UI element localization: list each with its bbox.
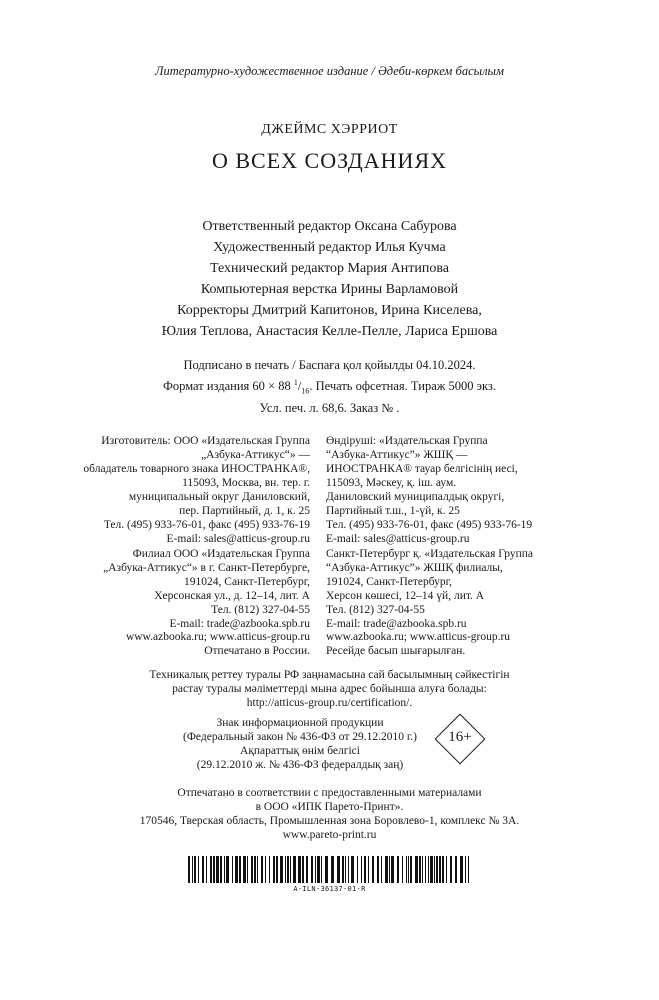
barcode-bar (368, 856, 369, 883)
barcode-bar (391, 856, 394, 883)
manufacturer-kz (326, 434, 616, 546)
barcode-bar (439, 856, 441, 883)
branch-ru-line: 191024, Санкт-Петербург, (184, 576, 310, 588)
tech-line: http://atticus-group.ru/certification/. (246, 697, 413, 709)
manufacturer-ru-line: E-mail: sales@atticus-group.ru (166, 533, 310, 545)
barcode-bar (202, 856, 204, 883)
branch-kz-line: Санкт-Петербург қ. «Издательская Группа (326, 548, 533, 560)
barcode-bar (442, 856, 444, 883)
barcode-bar (239, 856, 241, 883)
format-denominator: 16 (301, 386, 310, 396)
barcode-bar (213, 856, 215, 883)
barcode-bar (425, 856, 426, 883)
barcode-bar (220, 856, 222, 883)
manufacturer-kz-line: Тел. (495) 933-76-01, факс (495) 933-76-19 (326, 519, 533, 531)
manufacturer-ru-line: Тел. (495) 933-76-01, факс (495) 933-76-19 (103, 519, 310, 531)
barcode-bar (408, 856, 409, 883)
barcode-bar (265, 856, 266, 883)
barcode-bar (377, 856, 379, 883)
branch-ru-line: Тел. (812) 327-04-55 (211, 604, 310, 616)
format-suffix: . Печать офсетная. Тираж 5000 экз. (309, 379, 496, 394)
barcode-bar (410, 856, 412, 883)
manufacturer-ru-line: 115093, Москва, вн. тер. г. (182, 477, 310, 489)
barcode-bar (315, 856, 316, 883)
barcode-bar (325, 856, 328, 883)
branch-ru-line: „Азбука-Аттикус“» в г. Санкт-Петербурге, (103, 562, 310, 574)
manufacturer-ru (60, 434, 310, 546)
manufacturer-kz-line: Өндіруші: «Издательская Группа (326, 435, 488, 447)
barcode-bar (254, 856, 256, 883)
barcode-bar (216, 856, 219, 883)
barcode-bar (188, 856, 190, 883)
manufacturer-kz-line: 115093, Мәскеу, қ. іш. аум. (326, 477, 457, 489)
barcode-bar (372, 856, 374, 883)
printer-line: 170546, Тверская область, Промышленная зона Боровлево-1, комплекс № 3А. (139, 815, 520, 827)
tech-line: Техникалық реттеу туралы РФ заңнамасына сай басылымның сәйкестігін (149, 669, 510, 681)
barcode-bar (235, 856, 238, 883)
branch-kz-line: Тел. (812) 327-04-55 (326, 604, 425, 616)
barcode-bar (287, 856, 289, 883)
branch-ru-line: Херсонская ул., д. 12–14, лит. А (154, 590, 310, 602)
barcode-bar (397, 856, 399, 883)
barcode-bar (257, 856, 258, 883)
manufacturer-kz-line: “Азбука-Аттикус”» ЖШҚ — (326, 449, 468, 461)
barcode-bar (226, 856, 229, 883)
age-rating-label: 16+ (448, 729, 472, 745)
barcode-bar (406, 856, 407, 883)
credit-line: Технический редактор Мария Антипова (210, 261, 449, 276)
barcode (188, 856, 471, 883)
web-ru-line: www.azbooka.ru; www.atticus-group.ru (125, 631, 310, 643)
barcode-label: A-ILN-36137-01-R (293, 885, 366, 893)
credit-line: Художественный редактор Илья Кучма (213, 240, 446, 255)
manufacturer-ru-line: пер. Партийный, д. 1, к. 25 (179, 505, 310, 517)
info-line: (29.12.2010 ж. № 436-ФЗ федералдық заң) (196, 759, 404, 771)
printer-line: в ООО «ИПК Парето-Принт». (255, 801, 404, 813)
barcode-bar (224, 856, 225, 883)
web-kz-line: www.azbooka.ru; www.atticus-group.ru (326, 631, 511, 643)
barcode-bar (290, 856, 291, 883)
barcode-bar (381, 856, 382, 883)
barcode-bar (321, 856, 322, 883)
credit-line: Компьютерная верстка Ирины Варламовой (200, 282, 459, 297)
barcode-bar (450, 856, 452, 883)
barcode-bar (430, 856, 433, 883)
printer-info (0, 786, 659, 842)
barcode-bar (434, 856, 435, 883)
barcode-bar (298, 856, 301, 883)
barcode-bar (351, 856, 354, 883)
barcode-bar (455, 856, 457, 883)
branch-ru-line: E-mail: trade@azbooka.spb.ru (169, 618, 310, 630)
barcode-bar (306, 856, 308, 883)
barcode-bar (302, 856, 304, 883)
credit-line: Корректоры Дмитрий Капитонов, Ирина Киселева, (177, 303, 482, 318)
branch-kz-line: Херсон көшесі, 12–14 үй, лит. А (326, 590, 485, 602)
web-ru (60, 630, 310, 658)
format-prefix: Формат издания 60 × 88 (163, 379, 291, 394)
info-line: Ақпараттық өнім белгісі (240, 745, 360, 757)
barcode-bar (210, 856, 212, 883)
barcode-bar (198, 856, 199, 883)
info-line: (Федеральный закон № 436-ФЗ от 29.12.2010 г.) (183, 731, 417, 743)
author-name: ДЖЕЙМС ХЭРРИОТ (261, 122, 398, 137)
barcode-bar (192, 856, 193, 883)
manufacturer-ru-line: обладатель товарного знака ИНОСТРАНКА®, (83, 463, 310, 475)
barcode-bar (348, 856, 349, 883)
signed-date: Подписано в печать / Баспаға қол қойылды 04.10.2024. (183, 358, 476, 372)
tech-line: растау туралы мәліметтерді мына адрес бойынша алуға болады: (172, 683, 487, 695)
barcode-bar (194, 856, 196, 883)
branch-kz-line: 191024, Санкт-Петербург, (326, 576, 452, 588)
barcode-bar (337, 856, 340, 883)
barcode-bar (251, 856, 253, 883)
format-line: Формат издания 60 × 88 $^1/_{16}$. Печать офсетная. Тираж 5000 экз. (163, 378, 496, 396)
barcode-bar (446, 856, 447, 883)
barcode-bar (311, 856, 313, 883)
printer-line: www.pareto-print.ru (282, 829, 377, 841)
barcode-bar (468, 856, 469, 883)
barcode-bar (385, 856, 388, 883)
barcode-bar (232, 856, 233, 883)
book-title: О ВСЕХ СОЗДАНИЯХ (211, 148, 448, 173)
barcode-bar (276, 856, 278, 883)
barcode-bar (317, 856, 320, 883)
barcode-bar (280, 856, 283, 883)
barcode-bar (419, 856, 421, 883)
barcode-bar (402, 856, 403, 883)
barcode-bar (269, 856, 270, 883)
info-product-sign (150, 716, 450, 772)
manufacturer-ru-line: Изготовитель: ООО «Издательская Группа (101, 435, 310, 447)
barcode-bar (460, 856, 463, 883)
manufacturer-ru-line: „Азбука-Аттикус“» — (201, 449, 310, 461)
series-line: Литературно-художественное издание / Әдеби-көркем басылым (155, 64, 504, 78)
barcode-bar (357, 856, 358, 883)
branch-kz (326, 547, 616, 631)
barcode-bar (273, 856, 275, 883)
barcode-bar (364, 856, 366, 883)
barcode-bar (415, 856, 418, 883)
manufacturer-kz-line: Даниловский муниципалдық округі, (326, 491, 505, 503)
web-ru-line: Отпечатано в России. (204, 645, 310, 657)
barcode-bar (331, 856, 334, 883)
branch-kz-line: E-mail: trade@azbooka.spb.ru (326, 618, 467, 630)
barcode-bar (422, 856, 423, 883)
credit-line: Юлия Теплова, Анастасия Келле-Пелле, Лариса Ершова (161, 324, 498, 339)
web-kz-line: Ресейде басып шығарылған. (326, 645, 466, 657)
sheets-order: Усл. печ. л. 68,6. Заказ № . (259, 400, 400, 415)
credit-line: Ответственный редактор Оксана Сабурова (202, 219, 457, 234)
info-line: Знак информационной продукции (216, 717, 384, 729)
web-kz (326, 630, 616, 658)
manufacturer-kz-line: E-mail: sales@atticus-group.ru (326, 533, 470, 545)
branch-kz-line: “Азбука-Аттикус”» ЖШҚ филиалы, (326, 562, 503, 574)
barcode-bar (436, 856, 438, 883)
branch-ru (60, 547, 310, 631)
barcode-bar (345, 856, 346, 883)
format-numerator: 1 (293, 378, 298, 387)
editorial-credits (0, 216, 659, 342)
barcode-bar (285, 856, 286, 883)
barcode-bar (361, 856, 362, 883)
barcode-bar (465, 856, 466, 883)
barcode-bar (243, 856, 246, 883)
manufacturer-ru-line: муниципальный округ Даниловский, (128, 491, 310, 503)
barcode-bar (293, 856, 296, 883)
manufacturer-kz-line: ИНОСТРАНКА® тауар белгісінің иесі, (326, 463, 518, 475)
barcode-bar (428, 856, 429, 883)
print-details (0, 357, 659, 417)
tech-regulation (0, 668, 659, 710)
barcode-bar (247, 856, 248, 883)
barcode-bar (342, 856, 344, 883)
barcode-bar (206, 856, 207, 883)
branch-ru-line: Филиал ООО «Издательская Группа (132, 548, 310, 560)
printer-line: Отпечатано в соответствии с предоставленными материалами (177, 787, 482, 799)
barcode-bar (389, 856, 390, 883)
manufacturer-kz-line: Партийный т.ш., 1-үй, к. 25 (326, 505, 460, 517)
barcode-bar (261, 856, 263, 883)
